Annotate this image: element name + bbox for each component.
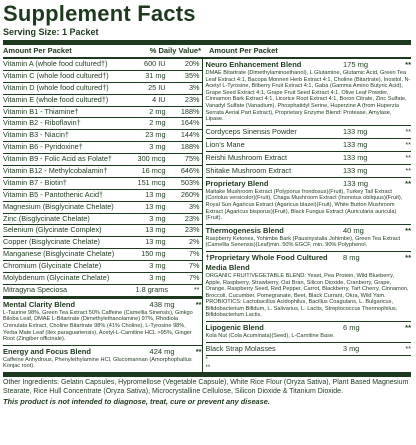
- amount-header-left: Amount Per Packet: [3, 46, 72, 55]
- nutrient-row: [3, 237, 202, 249]
- blend-name: Neuro Enhancement Blend: [205, 60, 302, 69]
- blend-name: Thermogenesis Blend: [205, 225, 284, 235]
- ingredient-amount: 133 mg: [343, 165, 368, 175]
- ingredient-name: Vitamin B2 - Riboflavin†: [3, 118, 81, 128]
- ingredient-dv: 20%: [184, 59, 200, 68]
- nutrient-row: [3, 142, 202, 154]
- facts-columns: [3, 59, 411, 372]
- blend-name: Proprietary Blend: [205, 178, 269, 188]
- ingredient-amount: 13 mg: [145, 201, 166, 211]
- blend-amount: 40 mg: [343, 225, 364, 235]
- footnote-double-star: **: [205, 364, 211, 371]
- energy-focus-blend: [3, 346, 202, 372]
- ingredient-dv: **: [193, 284, 200, 294]
- blend-amount: 175 mg: [343, 60, 369, 69]
- blend-dv: **: [405, 252, 411, 262]
- proprietary-blend: [206, 178, 411, 225]
- ingredient-amount: 3 mg: [149, 142, 166, 152]
- nutrient-row: [3, 95, 202, 107]
- blend-ingredients: L-Taurine 98%, Green Tea Extract 50% Caffeine (Camellia Sinensis), Ginkgo Biloba Leaf, DMAE L-Bitartrate (Dimethylethanolamine) 97%, Rhodiola Crenulata Extract, Choline Bitartrate 98% (41% Choline), L-Tyrosine 98%, Yerba Mate Leaf (Ilex paraguariensis), Acetyl-L-Carnitine HCL >95%, Ginger Root (Zingiber officinale).: [3, 309, 193, 343]
- ingredient-name: Mitragyna Speciosa: [3, 284, 68, 294]
- ingredient-name: Zinc (Bisglycinate Chelate): [3, 213, 90, 223]
- amount-header-right: Amount Per Packet: [209, 46, 278, 55]
- nutrient-row: [3, 71, 202, 83]
- ingredient-amount: 151 mcg: [137, 177, 166, 187]
- footnote-star: *: [205, 356, 208, 363]
- nutrient-row: [3, 285, 202, 297]
- mushroom-list: [206, 126, 411, 178]
- blend-amount: 438 mg: [149, 299, 175, 309]
- blend-amount: 8 mg: [343, 252, 360, 262]
- thermogenesis-blend: [206, 225, 411, 252]
- dv-header-left: % Daily Value*: [149, 46, 201, 55]
- ingredient-dv: 2%: [188, 237, 200, 247]
- ingredient-dv: 3%: [188, 201, 200, 211]
- nutrient-row: [3, 107, 202, 119]
- ingredient-amount: 3 mg: [343, 343, 360, 353]
- ingredient-amount: 4 IU: [152, 94, 166, 104]
- ingredient-amount: 1.8 grams: [135, 284, 168, 294]
- other-ingredients: Other Ingredients: Gelatin Capsules, Hypromellose (Vegetable Capsule), White Rice Flour (Oryza Sativa), Plant Based Magnesium Stearate, Rice Hull Concentrate (Oryza Sativa), Microcrystalline Cellulose, Silicon Dioxide & Titanium Dioxide.: [3, 378, 409, 395]
- ingredient-amount: 3 mg: [149, 273, 166, 283]
- nutrient-row: [3, 130, 202, 142]
- ingredient-row: [206, 126, 411, 139]
- ingredient-amount: 2 mg: [149, 118, 166, 128]
- nutrient-row: [3, 59, 202, 71]
- ingredient-row: [206, 165, 411, 178]
- ingredient-amount: 31 mg: [145, 70, 166, 80]
- blend-name: †Proprietary Whole Food Cultured Media Blend: [205, 252, 328, 272]
- ingredient-name: Vitamin B6 - Pyridoxine†: [3, 142, 83, 152]
- blend-ingredients: Kola Nut (Cola Acuminata)(Seed), L-Carnitine Base.: [205, 333, 335, 340]
- ingredient-dv: **: [405, 139, 411, 149]
- nutrient-row: [3, 214, 202, 226]
- ingredient-dv: **: [405, 152, 411, 162]
- ingredient-amount: 3 mg: [149, 261, 166, 271]
- disclaimer: This product is not intended to diagnose, treat, cure or prevent any disease.: [3, 396, 270, 406]
- nutrient-row: [3, 154, 202, 166]
- blend-amount: 6 mg: [343, 323, 360, 333]
- ingredient-name: Molybdenum (Glycinate Chelate): [3, 273, 110, 283]
- ingredient-name: Vitamin C (whole food cultured†): [3, 70, 109, 80]
- footnote-marks: [206, 356, 411, 372]
- blend-dv: **: [405, 178, 411, 188]
- nutrient-row: [3, 202, 202, 214]
- blend-ingredients: Maitake Mushroom Extract (Polyporus frondosus)(Fruit), Turkey Tail Extract (Coriolus versicolor)(Fruit), Chaga Mushroom Extract (Inonotus obliquus)(Fruit), Royal Sun Agaricus Extract (Agaricus blazei)(Fruit), White Button Mushroom Extract (Agaricus bisporus)(Fruit), Black Fungus Extract (Auricularia auricula)(Fruit).: [205, 188, 403, 222]
- blend-ingredients: Raspberry Ketones, Yohimbe Bark (Pausinystalia Johimbe), Green Tea Extract (Camellia Senensis)(Leaf)min. 50% EGCF, min. 90% Polyphenol.: [205, 235, 401, 249]
- ingredient-dv: 7%: [188, 261, 200, 271]
- ingredient-row: [206, 152, 411, 165]
- ingredient-dv: 144%: [180, 130, 200, 140]
- ingredient-name: Reishi Mushroom Extract: [205, 152, 288, 162]
- ingredient-amount: 13 mg: [145, 225, 166, 235]
- ingredient-amount: 2 mg: [149, 106, 166, 116]
- left-column: [3, 59, 203, 372]
- nutrient-row: [3, 178, 202, 190]
- blend-name: Lipogenic Blend: [205, 323, 264, 333]
- nutrient-list: [3, 59, 202, 297]
- ingredient-dv: 646%: [180, 166, 200, 176]
- cultured-media-blend: [206, 252, 411, 322]
- nutrient-row: [3, 261, 202, 273]
- nutrient-row: [3, 225, 202, 237]
- ingredient-amount: 23 mg: [145, 130, 166, 140]
- ingredient-dv: 3%: [188, 82, 200, 92]
- ingredient-amount: 13 mg: [145, 189, 166, 199]
- panel-title: Supplement Facts: [3, 1, 196, 26]
- ingredient-name: Manganese (Bisglycinate Chelate): [3, 249, 115, 259]
- ingredient-dv: 188%: [180, 106, 200, 116]
- ingredient-name: Vitamin B3 - Niacin†: [3, 130, 69, 140]
- ingredient-name: Vitamin B7 - Biotin†: [3, 177, 67, 187]
- blend-ingredients: DMAE Bitartrate (Dimethylaminoethanol), L Glutamine, Glutamic Acid, Green Tea Leaf Extract 4:1, Bacopa Monneri Herb Extract 4:1, Choline (Bitartrate), Inositol, N-Acetyl L-Tyrosine, Bilberry Fruit Extract 4:1, Gaba (Gamma Amino Butyric Acid), Grape Seed Extract 4:1, Grape Fruit Seed Extract 4:1, Olive Leaf Powder, Cinnamon Bark Extract 4:1, Licorice Root Extract 4:1, Boron Citrate, Zinc Sulfate, Vanadyl Sulfate (Vanadium), Phosphatidyl Serine, Huperzine A (from Huperzia Serrata Aerial Part Extract), Proprietary Enzyme Blend: Protease, Amylase, Lipase.: [205, 70, 411, 123]
- ingredient-dv: 188%: [180, 142, 200, 152]
- blend-dv: **: [195, 346, 202, 356]
- nutrient-row: [3, 249, 202, 261]
- blend-name: Mental Clarity Blend: [3, 299, 76, 309]
- ingredient-dv: 23%: [184, 213, 200, 223]
- ingredient-dv: 23%: [184, 94, 200, 104]
- blend-amount: 133 mg: [343, 178, 369, 188]
- blend-dv: **: [405, 60, 411, 69]
- ingredient-dv: 7%: [188, 249, 200, 259]
- right-column: [203, 59, 411, 372]
- blend-ingredients: ORGANIC FRUIT/VEGETABLE BLEND: Yeast, Pea Protein, Wild Blueberry, Apple, Raspberry, Strawberry, Oat Bran, Silicon Dioxide, Cranberry, Grape, Orange, Raspberry Seed, Red Pepper, Carrot, Blackberry, Tart Cherry, Cinnamon, Broccoli, Cucumber, Pomegranate, Beet, Black Currant, Okra, Wild Yam. PROBIOTICS: Lactobacillus Acidophilus, Bacillus Coagulans, L. Bulgaricus, Bifidobacterium Bifidum, L. Salivarius, L. Lactis, Streptococcus Thermophilus, Bifidobacterium Lactis.: [205, 272, 409, 319]
- ingredient-name: Vitamin E (whole food cultured†): [3, 94, 109, 104]
- nutrient-row: [3, 83, 202, 95]
- ingredient-name: Chromium (Glycinate Chelate): [3, 261, 102, 271]
- supplement-facts-panel: [3, 2, 411, 442]
- ingredient-name: Vitamin A (whole food cultured†): [3, 59, 108, 68]
- neuro-enhancement-blend: [206, 59, 411, 126]
- ingredient-name: Copper (Bisglycinate Chelate): [3, 237, 100, 247]
- ingredient-amount: 13 mg: [145, 237, 166, 247]
- ingredient-dv: 75%: [184, 154, 200, 164]
- ingredient-name: Magnesium (Bisglycinate Chelate): [3, 201, 114, 211]
- serving-size: Serving Size: 1 Packet: [3, 27, 99, 37]
- column-header: [3, 45, 411, 59]
- nutrient-row: [3, 166, 202, 178]
- molasses-row: [206, 343, 411, 356]
- ingredient-amount: 25 IU: [148, 82, 166, 92]
- ingredient-name: Lion's Mane: [205, 139, 245, 149]
- blend-dv: **: [405, 225, 411, 235]
- blend-dv: **: [405, 323, 411, 333]
- ingredient-amount: 600 IU: [144, 59, 166, 68]
- ingredient-dv: 164%: [180, 118, 200, 128]
- ingredient-name: Cordyceps Sinensis Powder: [205, 126, 297, 136]
- ingredient-name: Vitamin B5 - Pantothenic Acid†: [3, 189, 104, 199]
- ingredient-name: Vitamin B12 - Methylcobalamin†: [3, 166, 108, 176]
- blend-amount: 424 mg: [149, 346, 175, 356]
- ingredient-dv: **: [405, 126, 411, 136]
- ingredient-dv: 7%: [188, 273, 200, 283]
- ingredient-name: Selenium (Glycinate Complex): [3, 225, 102, 235]
- blend-dv: **: [195, 299, 202, 309]
- ingredient-amount: 16 mcg: [141, 166, 166, 176]
- ingredient-dv: 503%: [180, 177, 200, 187]
- ingredient-amount: 133 mg: [343, 152, 368, 162]
- ingredient-amount: 150 mg: [141, 249, 166, 259]
- ingredient-name: Vitamin B1 - Thiamine†: [3, 106, 79, 116]
- nutrient-row: [3, 273, 202, 285]
- blend-ingredients: Caffeine Anhydrous, Phenylethylamine HCl, Glucomannan (Amorphophallus Konjac root).: [3, 356, 192, 370]
- ingredient-amount: 300 mcg: [137, 154, 166, 164]
- ingredient-dv: **: [405, 165, 411, 175]
- nutrient-row: [3, 190, 202, 202]
- lipogenic-blend: [206, 322, 411, 343]
- ingredient-name: Vitamin D (whole food cultured†): [3, 82, 109, 92]
- ingredient-amount: 133 mg: [343, 126, 368, 136]
- ingredient-name: Black Strap Molasses: [205, 343, 276, 353]
- ingredient-amount: 3 mg: [149, 213, 166, 223]
- nutrient-row: [3, 118, 202, 130]
- ingredient-dv: 35%: [184, 70, 200, 80]
- ingredient-amount: 133 mg: [343, 139, 368, 149]
- ingredient-dv: **: [405, 343, 411, 353]
- ingredient-dv: 260%: [180, 189, 200, 199]
- footer: [3, 372, 411, 406]
- ingredient-row: [206, 139, 411, 152]
- ingredient-name: Vitamin B9 - Folic Acid as Folate†: [3, 154, 112, 164]
- mental-clarity-blend: [3, 297, 202, 346]
- ingredient-dv: 23%: [184, 225, 200, 235]
- blend-name: Energy and Focus Blend: [3, 346, 91, 356]
- ingredient-name: Shitake Mushroom Extract: [205, 165, 292, 175]
